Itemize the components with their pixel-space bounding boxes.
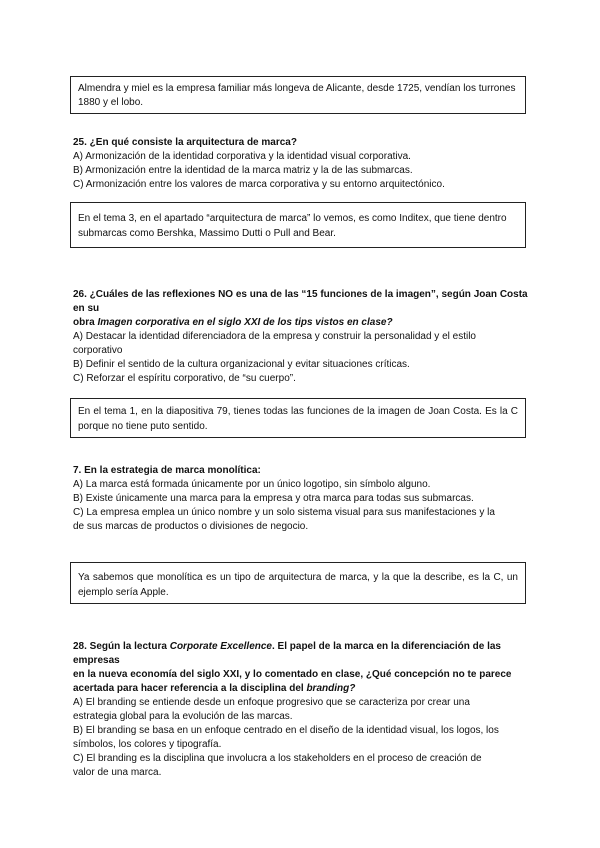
note-line: porque no tiene puto sentido.: [78, 421, 208, 432]
option-c: C) El branding es la disciplina que involucra a los stakeholders en el proceso de creación de: [73, 753, 482, 764]
title-text: acertada para hacer referencia a la disciplina del: [73, 683, 307, 694]
option-a: A) La marca está formada únicamente por un único logotipo, sin símbolo alguno.: [73, 479, 431, 490]
option-a-cont: estrategia global para la evolución de las marcas.: [73, 711, 293, 722]
note-box-27: [70, 562, 526, 604]
note-line: En el tema 1, en la diapositiva 79, tienes todas las funciones de la imagen de Joan Costa. Es la C: [78, 406, 518, 417]
option-b: B) Existe únicamente una marca para la empresa y otra marca para todas sus submarcas.: [73, 493, 474, 504]
note-line: En el tema 3, en el apartado “arquitectura de marca” lo vemos, es como Inditex, que tiene dentro: [78, 213, 507, 224]
question-title: 25. ¿En qué consiste la arquitectura de marca?: [73, 137, 297, 148]
option-c: C) La empresa emplea un único nombre y un solo sistema visual para sus manifestaciones y la: [73, 507, 495, 518]
option-a: A) El branding se entiende desde un enfoque progresivo que se caracteriza por crear una: [73, 697, 470, 708]
title-text: . El papel de la marca en la diferenciación de las empresas: [73, 641, 501, 666]
option-b: B) Definir el sentido de la cultura organizacional y evitar situaciones críticas.: [73, 359, 410, 370]
option-c-cont: de sus marcas de productos o divisiones de negocio.: [73, 521, 309, 532]
question-27: [73, 464, 533, 534]
note-line: submarcas como Bershka, Massimo Dutti o Pull and Bear.: [78, 228, 336, 239]
question-25: [73, 136, 533, 192]
question-title: [73, 640, 533, 668]
title-text: obra: [73, 317, 98, 328]
question-title: 7. En la estrategia de marca monolítica:: [73, 465, 261, 476]
option-c: C) Reforzar el espíritu corporativo, de “su cuerpo”.: [73, 373, 296, 384]
note-line: Almendra y miel es la empresa familiar más longeva de Alicante, desde 1725, vendían los turrones: [78, 83, 516, 94]
option-b: B) Armonización entre la identidad de la marca matriz y la de las submarcas.: [73, 165, 413, 176]
note-box-top: [70, 76, 526, 114]
question-28: [73, 640, 533, 780]
option-c-cont: valor de una marca.: [73, 767, 162, 778]
question-title-cont: [73, 682, 533, 696]
note-box-25: [70, 202, 526, 248]
question-26: [73, 288, 533, 386]
question-title-cont: [73, 316, 533, 330]
title-text: 28. Según la lectura: [73, 641, 170, 652]
option-a: A) Armonización de la identidad corporativa y la identidad visual corporativa.: [73, 151, 411, 162]
note-box-26: [70, 398, 526, 438]
option-b: B) El branding se basa en un enfoque centrado en el diseño de la identidad visual, los logos, los: [73, 725, 499, 736]
option-a-cont: corporativo: [73, 345, 123, 356]
note-line: Ya sabemos que monolítica es un tipo de arquitectura de marca, y la que la describe, es la C, un: [78, 572, 518, 583]
note-line: ejemplo sería Apple.: [78, 587, 169, 598]
option-b-cont: símbolos, los colores y tipografía.: [73, 739, 222, 750]
question-title-cont: en la nueva economía del siglo XXI, y lo comentado en clase, ¿Qué concepción no te parece: [73, 669, 512, 680]
question-title: 26. ¿Cuáles de las reflexiones NO es una de las “15 funciones de la imagen”, según Joan Costa en su: [73, 289, 528, 314]
option-a: A) Destacar la identidad diferenciadora de la empresa y construir la personalidad y el estilo: [73, 331, 476, 342]
title-italic: branding?: [306, 683, 356, 694]
note-line: 1880 y el lobo.: [78, 97, 144, 108]
option-c: C) Armonización entre los valores de marca corporativa y su entorno arquitectónico.: [73, 179, 445, 190]
reading-title: Corporate Excellence: [169, 641, 272, 652]
book-title: Imagen corporativa en el siglo XXI de los tips vistos en clase?: [97, 317, 393, 328]
